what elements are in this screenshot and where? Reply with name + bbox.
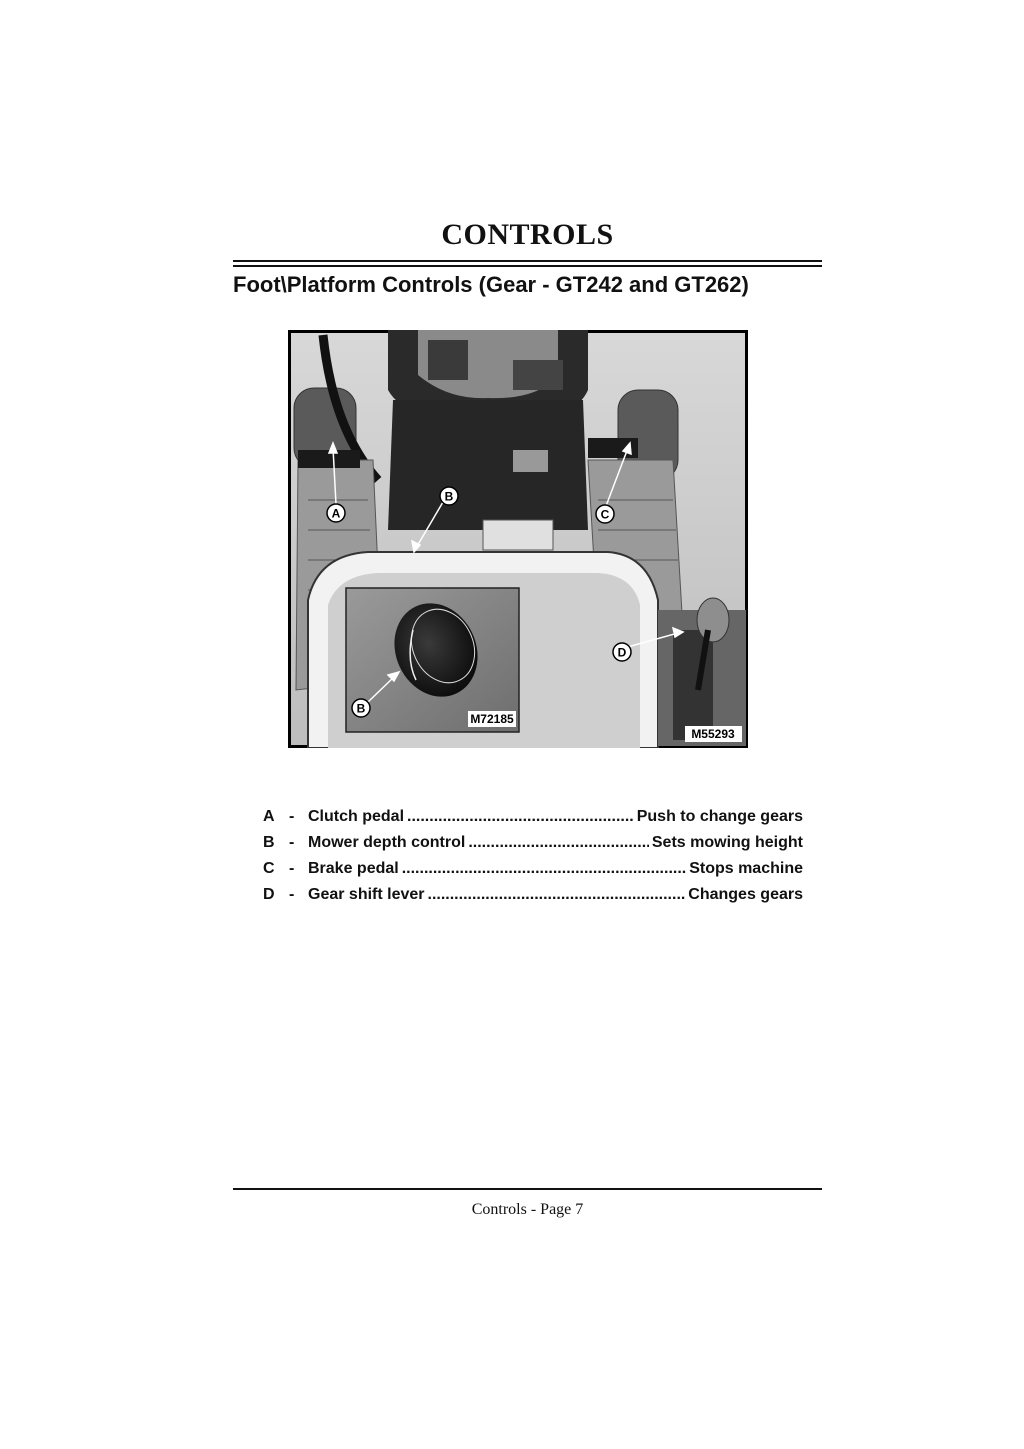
svg-text:B: B [444, 489, 454, 504]
legend-desc: Push to change gears [636, 808, 803, 825]
legend-item [263, 834, 803, 860]
legend-desc: Stops machine [689, 860, 803, 877]
callout-b-inset [352, 699, 370, 717]
svg-text:A: A [331, 506, 341, 521]
legend-desc: Sets mowing height [651, 834, 803, 851]
legend-letter: C [263, 860, 275, 877]
leader-dots [468, 834, 649, 852]
svg-text:D: D [617, 645, 627, 660]
leader-dots [407, 808, 634, 826]
legend-letter: D [263, 886, 275, 903]
section-heading: Foot\Platform Controls (Gear - GT242 and GT262) [233, 272, 749, 297]
legend-letter: B [263, 834, 275, 851]
page-title: CONTROLS [441, 218, 614, 251]
legend-desc: Changes gears [688, 886, 803, 903]
legend-name: Mower depth control [308, 834, 466, 851]
leader-dots [402, 860, 686, 878]
svg-text:B: B [356, 701, 366, 716]
title-rule-bottom [233, 265, 822, 267]
legend-item [263, 808, 803, 834]
callout-b [440, 487, 458, 505]
svg-text:C: C [600, 507, 610, 522]
controls-photo [288, 330, 748, 748]
callout-d [613, 643, 631, 661]
callout-c [596, 505, 614, 523]
callout-a [327, 504, 345, 522]
inset-figure-code: M72185 [470, 712, 514, 726]
main-figure-code: M55293 [691, 727, 735, 741]
legend-item [263, 860, 803, 886]
controls-legend [263, 808, 803, 912]
legend-dash: - [289, 860, 295, 877]
legend-dash: - [289, 808, 295, 825]
legend-name: Clutch pedal [308, 808, 405, 825]
legend-item [263, 886, 803, 912]
legend-dash: - [289, 886, 295, 903]
footer-rule [233, 1188, 822, 1190]
legend-letter: A [263, 808, 275, 825]
title-rule-top [233, 260, 822, 262]
page-footer: Controls - Page 7 [471, 1201, 584, 1218]
leader-dots [428, 886, 686, 904]
legend-name: Brake pedal [308, 860, 399, 877]
legend-dash: - [289, 834, 295, 851]
legend-name: Gear shift lever [308, 886, 425, 903]
